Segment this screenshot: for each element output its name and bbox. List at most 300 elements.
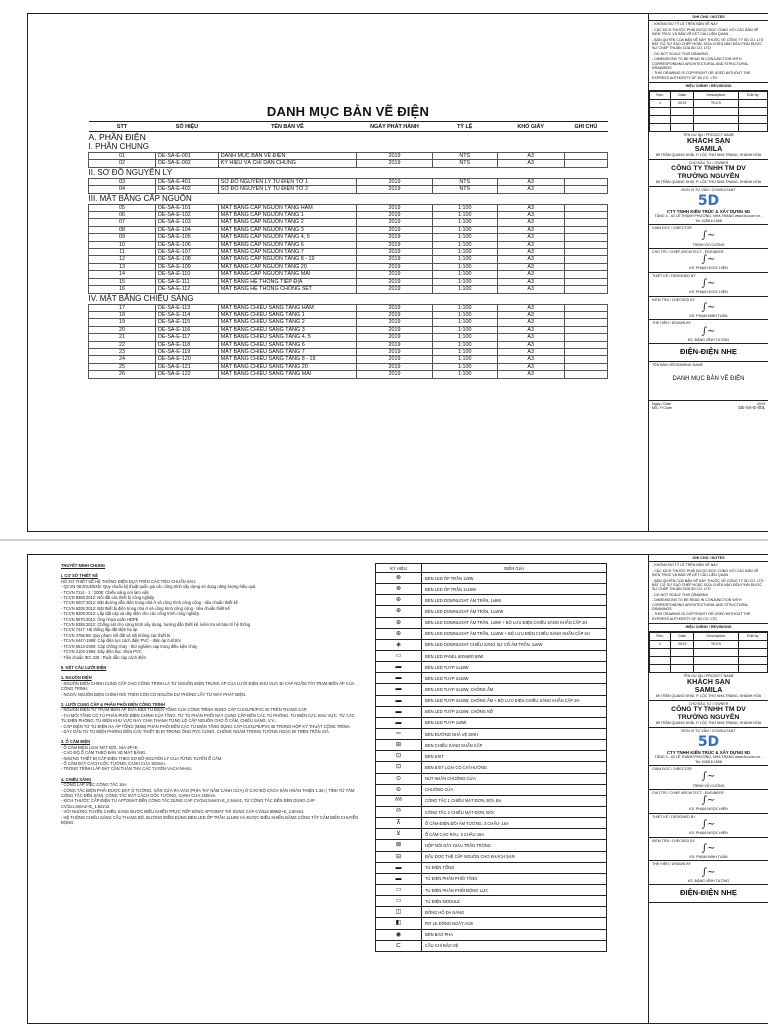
revision-cell: TKCS <box>694 99 738 107</box>
list-cell: DE-SA-E-105 <box>156 234 219 241</box>
symbol-row <box>376 662 607 673</box>
revisions-table <box>649 91 768 132</box>
designer-label: THIẾT KẾ / DESIGNED BY <box>652 814 696 819</box>
revision-cell <box>650 656 671 664</box>
spec-line: - TCVN 9070:2012: Ống nhựa xoắn HDPE <box>61 616 139 622</box>
symbol-row <box>376 884 607 895</box>
list-cell: DE-SA-E-116 <box>156 326 219 333</box>
symbol-description: ĐÈN CHIẾU SÁNG KHẨN CẤP <box>422 740 607 751</box>
module-panel-icon: ▭ <box>395 898 402 905</box>
list-cell: A3 <box>497 341 564 348</box>
revisions-table-wrap <box>649 91 768 132</box>
symbol-legend-table <box>375 563 607 952</box>
revision-cell <box>671 107 694 115</box>
project-name: KHÁCH SẠN <box>686 677 731 687</box>
panel-light-icon: ▭ <box>395 653 402 660</box>
list-row <box>89 319 608 326</box>
list-cell: 13 <box>89 263 156 270</box>
symbol-cell <box>376 940 422 951</box>
spec-line: - TCVN 9385:2012: Chống sét cho công trình xây dựng, hướng dẫn thiết kế, kiểm tra và bảo trì hệ thống <box>61 622 251 628</box>
revision-cell <box>738 656 767 664</box>
list-cell: DE-SA-E-121 <box>156 363 219 370</box>
symbol-description: ĐÈN LED TUÝP 1x18W <box>422 662 607 673</box>
note-line: - BẢN QUYỀN CỦA BẢN VẼ NÀY THUỘC VỀ CÔNG TY 5D CO. LTD BẤT CỨ SỰ SAO CHÉP HOẶC SỬA CHỮA NÀO ĐỀU PHẢI ĐƯỢC SỰ CHẤP THUẬN CỦA 5D CO. LTD <box>652 37 764 51</box>
symbol-row <box>376 918 607 929</box>
symbol-cell <box>376 662 422 673</box>
symbol-cell <box>376 762 422 773</box>
title-block-cell <box>649 766 768 790</box>
list-cell: A3 <box>497 326 564 333</box>
list-col-header: STT <box>89 122 156 132</box>
list-cell: DE-SA-E-118 <box>156 341 219 348</box>
list-cell: MẶT BẰNG CHIẾU SÁNG TẦNG 3 <box>218 326 356 333</box>
symbol-cell <box>376 573 422 584</box>
list-cell: 1:100 <box>432 204 497 211</box>
tube-light-icon: ▬ <box>395 675 402 682</box>
acb-relay-icon: ◧ <box>395 920 402 927</box>
list-cell <box>564 204 607 211</box>
list-cell: DE-SA-E-107 <box>156 249 219 256</box>
spec-heading: 2. LƯỚI CUNG CẤP & PHÂN PHỐI ĐIỆN CÔNG TRÌNH <box>61 701 165 707</box>
list-row <box>89 356 608 363</box>
revision-cell <box>738 107 767 115</box>
symbol-cell <box>376 751 422 762</box>
owner-name: TRƯỜNG NGUYÊN <box>677 713 740 721</box>
revision-col-header: Rev. <box>650 632 671 640</box>
list-cell: 08 <box>89 226 156 233</box>
phase-lamp-icon: ◉ <box>395 931 402 938</box>
revision-col-header: Date <box>671 91 694 99</box>
list-cell: MẶT BẰNG CHIẾU SÁNG TẦNG 2 <box>218 319 356 326</box>
list-cell: 24 <box>89 356 156 363</box>
list-cell: A3 <box>497 153 564 160</box>
symbol-cell <box>376 639 422 650</box>
revisions-table-wrap <box>649 632 768 673</box>
checker-name: KS. PHẠM MINH TUẤN <box>689 313 728 318</box>
list-row <box>89 226 608 233</box>
list-row <box>89 341 608 348</box>
list-cell: MẶT BẰNG CẤP NGUỒN TẦNG 2 <box>218 219 356 226</box>
spec-line: - TCVN 4756:89: Quy phạm nối đất và nối không các thiết bị <box>61 632 171 638</box>
list-row <box>89 212 608 219</box>
list-cell: 2019 <box>357 263 433 270</box>
consultant-name: CTY TNHH KIẾN TRÚC & XÂY DỰNG 5D <box>666 208 751 214</box>
title-block-cell <box>649 249 768 273</box>
revision-cell <box>671 648 694 656</box>
symbol-row <box>376 639 607 650</box>
list-cell: A3 <box>497 304 564 311</box>
tube-light-icon: ▬ <box>395 708 402 715</box>
spec-line: - CÔNG TẮC ĐIỆN PHẢI ĐƯỢC ĐẶT Ở TƯỜNG, GẦN CỬA RA VÀO (PHÍA TAY NẮM CÁNH CỬA) Ở CAO ĐỘ CÁCH SÀN HOÀN THIỆN 1.3m ( TÍNH TỪ TÂM CÔNG TẮC ĐẾN SÀN). CÔNG TẮC ĐẶT CÁCH GỐC TƯỜNG, CẠNH CỬA 150mm. <box>61 787 355 799</box>
list-row <box>89 219 608 226</box>
symbol-description: Ổ CẮM ĐIỆN ĐÔI ÂM TƯỜNG, 3 CHẤU- 16A <box>422 818 607 829</box>
drawing-list-title: DANH MỤC BẢN VẼ ĐIỆN <box>266 104 430 119</box>
list-cell: 2019 <box>357 226 433 233</box>
list-cell: 2019 <box>357 341 433 348</box>
symbol-cell <box>376 717 422 728</box>
list-cell: A3 <box>497 241 564 248</box>
drawn-label: THỂ HIỆN / DRAWN BY <box>652 321 692 326</box>
symbol-cell <box>376 728 422 739</box>
note-line: - DIMENSIONS TO BE READ IN CONJUNCTION WITH CORRESPONDING ARCHITECTURAL AND STRUCTURAL DRAWINGS <box>652 598 749 612</box>
symbol-row <box>376 773 607 784</box>
list-col-header: GHI CHÚ <box>564 122 607 132</box>
title-block-cell <box>649 790 768 814</box>
revision-cell: 1 <box>650 99 671 107</box>
symbol-row <box>376 907 607 918</box>
list-col-header: TÊN BẢN VẼ <box>218 122 356 132</box>
designer-label: THIẾT KẾ / DESIGNED BY <box>652 273 696 278</box>
revision-col-header: Date <box>671 632 694 640</box>
spec-line: - Ổ CẮM ĐẶT CÁCH CỐC TƯỜNG, CẠNH CỬA 150mm. <box>61 761 166 766</box>
general-specification <box>61 563 361 825</box>
symbol-description: ĐỒNG HỒ ĐA NĂNG <box>422 907 607 918</box>
list-cell: 19 <box>89 319 156 326</box>
list-cell: MẶT BẰNG CẤP NGUỒN TẦNG 4, 5 <box>218 234 356 241</box>
list-cell: MẶT BẰNG HỆ THỐNG TIẾP ĐỊA <box>218 278 356 285</box>
symbol-row <box>376 695 607 706</box>
designer-signature-icon: ∫∼ <box>701 277 716 289</box>
list-cell <box>564 304 607 311</box>
drawing-sheet-2 <box>0 541 768 1024</box>
revision-cell <box>694 664 738 672</box>
consultant-name: CTY TNHH KIẾN TRÚC & XÂY DỰNG 5D <box>666 749 751 755</box>
spec-line: - TCVN 7447: Hệ thống lắp đặt điện hạ áp <box>61 627 138 633</box>
list-cell <box>564 256 607 263</box>
symbol-row <box>376 684 607 695</box>
chief-signature-icon: ∫∼ <box>701 254 716 266</box>
list-row <box>89 234 608 241</box>
list-cell <box>564 153 607 160</box>
project-name: SAMILA <box>694 144 723 154</box>
symbol-cell <box>376 606 422 617</box>
title-block-cell <box>649 362 768 401</box>
list-cell: 21 <box>89 334 156 341</box>
list-cell <box>564 334 607 341</box>
symbol-cell <box>376 673 422 684</box>
fuse-icon: ⊏ <box>395 942 402 949</box>
list-cell: A3 <box>497 219 564 226</box>
list-cell: A3 <box>497 204 564 211</box>
list-cell <box>564 263 607 270</box>
director-signature-icon: ∫∼ <box>701 230 716 242</box>
list-cell: DE-SA-E-112 <box>156 286 219 293</box>
symbol-cell <box>376 884 422 895</box>
list-cell: DE-SA-E-122 <box>156 371 219 378</box>
list-cell: MẶT BẰNG CHIẾU SÁNG TẦNG 8 - 19 <box>218 356 356 363</box>
symbol-description: CÔNG TẮC 1 CHIỀU MẶT ĐƠN, ĐÔI, BA <box>422 795 607 806</box>
list-cell: 04 <box>89 186 156 193</box>
symbol-col-header: KÝ HIỆU <box>376 564 422 573</box>
list-cell: DE-SA-E-402 <box>156 186 219 193</box>
list-cell: DE-SA-E-113 <box>156 304 219 311</box>
list-cell: 25 <box>89 363 156 370</box>
designer-signature-icon: ∫∼ <box>701 818 716 830</box>
date-value: 2019 <box>757 402 765 406</box>
symbol-row <box>376 584 607 595</box>
list-row <box>89 348 608 355</box>
revision-cell <box>738 99 767 107</box>
list-cell <box>564 219 607 226</box>
list-cell: DE-SA-E-104 <box>156 226 219 233</box>
title-block-cell <box>649 838 768 862</box>
list-cell: 09 <box>89 234 156 241</box>
consultant-label: ĐƠN VỊ TƯ VẤN / CONSULTANT <box>681 728 736 733</box>
owner-name: CÔNG TY TNHH TM DV <box>671 705 746 713</box>
list-cell: 2019 <box>357 241 433 248</box>
list-row <box>89 311 608 318</box>
symbol-description: ĐÈN EXIT LOẠI CÓ CHỈ HƯỚNG <box>422 762 607 773</box>
spec-line: - TCVN 6613-2000: Cáp chống cháy - thử nghiệm cáp trong điều kiện cháy <box>61 643 198 649</box>
chief-signature-icon: ∫∼ <box>701 795 716 807</box>
list-cell: DE-SA-E-001 <box>156 153 219 160</box>
list-row <box>89 326 608 333</box>
list-cell <box>564 341 607 348</box>
title-block-cell <box>649 187 768 226</box>
list-cell: KÝ HIỆU VÀ CHỈ DẪN CHUNG <box>218 160 356 167</box>
list-col-header: TỶ LỆ <box>432 122 497 132</box>
date-label: Ngày / Date <box>652 402 671 406</box>
symbol-description: ĐÈN LED DOWNLIGHT ÂM TRẦN, 1x18W <box>422 606 607 617</box>
list-cell: 1:100 <box>432 334 497 341</box>
list-cell: 2019 <box>357 363 433 370</box>
list-cell: A3 <box>497 371 564 378</box>
revision-cell <box>694 123 738 131</box>
director-name: TRỊNH VŨ CƯỜNG <box>692 783 725 788</box>
symbol-cell <box>376 695 422 706</box>
list-cell: 03 <box>89 178 156 185</box>
list-section-title: IV. MẶT BẰNG CHIẾU SÁNG <box>88 293 194 303</box>
revision-cell <box>694 656 738 664</box>
spec-line: - TẠI MỖI TẦNG CÓ TỦ PHÂN PHỐI ĐIỆN CHÍNH CỦA TẦNG, TỪ TỦ PHÂN PHỐI NÀY CUNG CẤP ĐẾN CÁC TỦ PHÒNG, TỦ ĐIỆN CÁC KHU VỰC. TỪ CÁC TỦ ĐIỆN PHÒNG, TỦ ĐIỆN KHU VỰC NÀY CHIA THÀNH TỪNG LỘ CẤP NGUỒN CHO Ổ CẮM, CHIẾU SÁNG, V.V... <box>61 712 355 724</box>
list-row <box>89 178 608 185</box>
list-cell: DE-SA-E-103 <box>156 219 219 226</box>
note-line: - KHÔNG ĐO TỶ LỆ TRÊN BẢN VẼ NÀY <box>652 22 718 27</box>
list-cell <box>564 234 607 241</box>
double-socket-icon: ⊼ <box>396 820 401 827</box>
revision-row-empty <box>650 123 768 131</box>
symbol-cell <box>376 918 422 929</box>
symbol-description: TỦ ĐIỆN PHÂN PHỐI TẦNG <box>422 873 607 884</box>
list-cell: 1:100 <box>432 226 497 233</box>
list-row <box>89 249 608 256</box>
list-cell: DANH MỤC BẢN VẼ ĐIỆN <box>218 153 356 160</box>
title-block-cell <box>649 297 768 321</box>
revision-cell <box>694 648 738 656</box>
list-cell <box>564 160 607 167</box>
ceiling-light-icon: ⊗ <box>395 575 402 582</box>
revision-cell <box>650 664 671 672</box>
spec-line: HỒ SƠ THIẾT KẾ HỆ THỐNG ĐIỆN DỰA TRÊN CÁC TIÊU CHUẨN SAU: <box>61 578 197 584</box>
project-address: 89 TRẦN QUANG KHẢI, P. LỘC THỌ NHA TRANG, KHÁNH HÒA <box>655 694 762 699</box>
symbol-description: ĐÈN EXIT <box>422 751 607 762</box>
spec-line: - NGUỒN ĐIỆN TỪ TRẠM BIẾN ÁP ĐƯA ĐẾN TỦ ĐIỆN TỔNG CỦA CÔNG TRÌNH DÙNG CÁP CU/XLPE/PVC ĐI TRÊN THANG CÁP. <box>61 707 308 713</box>
list-cell: 2019 <box>357 371 433 378</box>
list-cell: 2019 <box>357 160 433 167</box>
list-cell: 1:100 <box>432 219 497 226</box>
list-cell: A3 <box>497 286 564 293</box>
symbol-row <box>376 673 607 684</box>
list-section-title: I. PHẦN CHUNG <box>88 142 149 151</box>
list-cell: 20 <box>89 326 156 333</box>
drawn-signature-icon: ∫∼ <box>701 866 716 878</box>
note-line: - DIMENSIONS TO BE READ IN CONJUNCTION WITH CORRESPONDING ARCHITECTURAL AND STRUCTURAL DRAWINGS <box>652 57 749 71</box>
revision-col-header: Description <box>694 91 738 99</box>
list-cell: A3 <box>497 334 564 341</box>
distribution-panel-icon: ▬ <box>395 875 402 882</box>
symbol-description: CHUÔNG CỬA <box>422 784 607 795</box>
emergency-light-icon: ⊞ <box>395 742 402 749</box>
list-cell <box>564 311 607 318</box>
symbol-cell <box>376 595 422 606</box>
spec-line: - Ổ CẮM ĐIỆN LOẠI MẶT ĐÔI, 16A-2P+E. <box>61 744 139 750</box>
list-cell: 18 <box>89 311 156 318</box>
symbol-cell <box>376 740 422 751</box>
junction-box-icon: ⊠ <box>395 842 402 849</box>
list-row <box>89 160 608 167</box>
list-cell <box>564 371 607 378</box>
consultant-address: TẦNG 4 - 02 LÊ THÀNH PHƯƠNG, NHA TRANG www.5d.com.vn - Tel: 0258.6.1558 <box>654 214 763 223</box>
symbol-description: Ổ CẮM CẠO RÂU, 3 CHẤU-16A <box>422 829 607 840</box>
list-cell: A3 <box>497 160 564 167</box>
list-cell: 15 <box>89 278 156 285</box>
symbol-cell <box>376 829 422 840</box>
list-cell: SƠ ĐỒ NGUYÊN LÝ TỦ ĐIỆN TỜ 1 <box>218 178 356 185</box>
drawn-label: THỂ HIỆN / DRAWN BY <box>652 862 692 867</box>
chief-label: CHỦ TRÌ / CHIEF ARCHITECT - ENGINEER <box>652 249 724 254</box>
revisions-header: HIỆU CHỈNH / REVISIONS <box>685 84 732 89</box>
list-col-header: NGÀY PHÁT HÀNH <box>357 122 433 132</box>
emergency-downlight-icon: ⊕ <box>395 630 402 637</box>
symbol-description: ĐÈN LED DOWNLIGHT ÂM TRẦN, 1x18W + BỘ LƯU ĐIỆN CHIẾU SÁNG KHẨN CẤP 2H <box>422 628 607 639</box>
list-cell: 2019 <box>357 286 433 293</box>
symbol-description: CÔNG TẮC 2 CHIỀU MẶT ĐƠN, ĐÔI <box>422 806 607 817</box>
symbol-row <box>376 784 607 795</box>
consultant-logo-mark: 5D <box>697 192 720 209</box>
list-cell: 23 <box>89 348 156 355</box>
list-section-row <box>89 293 608 304</box>
revision-cell: 2019 <box>671 99 694 107</box>
spec-heading: 1. NGUỒN ĐIỆN <box>61 675 92 681</box>
spec-line: - DÂY DẪN TỪ TỦ ĐIỆN PHÒNG ĐẾN CÁC THIẾT BỊ ĐI TRONG ỐNG PVC CỨNG, CHỐNG NGÀM TRONG TƯỜNG HOẶC ĐI TRÊN TRẦN GIẢ. <box>61 728 330 734</box>
list-cell: 26 <box>89 371 156 378</box>
title-block-cell <box>649 344 768 361</box>
list-row <box>89 334 608 341</box>
title-block-cell <box>649 673 768 701</box>
checker-signature-icon: ∫∼ <box>701 301 716 313</box>
list-row <box>89 256 608 263</box>
revision-cell <box>738 664 767 672</box>
list-cell: A3 <box>497 263 564 270</box>
tube-light-icon: ▬ <box>395 719 402 726</box>
list-cell: DE-SA-E-106 <box>156 241 219 248</box>
list-cell: 14 <box>89 271 156 278</box>
tube-light-icon: ▬ <box>395 686 402 693</box>
symbol-row <box>376 795 607 806</box>
director-label: GIÁM ĐỐC / DIRECTOR <box>652 767 692 772</box>
tube-light-icon: ▬ <box>395 697 402 704</box>
symbol-row <box>376 706 607 717</box>
revision-col-header: Edit by <box>738 632 767 640</box>
symbol-cell <box>376 873 422 884</box>
discipline-title: ĐIỆN-ĐIỆN NHẸ <box>680 347 737 357</box>
owner-address: 89 TRẦN QUANG KHẢI, P. LỘC THỌ NHA TRANG, KHÁNH HÒA <box>655 721 762 726</box>
list-cell: MẶT BẰNG CHIẾU SÁNG TẦNG HẦM <box>218 304 356 311</box>
note-line: - THIS DRAWING IS COPYRIGHT OR USED WITHOUT THE EXPRESS AUTHORITY OF 5D CO. LTD <box>652 612 751 621</box>
spec-line: - CÁP ĐIỆN TỪ TỦ ĐIỆN HẠ ÁP TỔNG (MSB) PHÂN PHỐI ĐẾN CÁC TỦ ĐIỆN TẦNG DÙNG CÁP CU/XLPE/PVC ĐI TRONG HỘP KỸ THUẬT CÔNG TRÌNH. <box>61 723 351 729</box>
cable-end-icon: ⊟ <box>395 853 402 860</box>
list-cell: DE-SA-E-102 <box>156 212 219 219</box>
exit-direction-icon: ⊡ <box>395 764 402 771</box>
consultant-logo-mark: 5D <box>697 733 720 750</box>
list-cell: A3 <box>497 311 564 318</box>
chief-label: CHỦ TRÌ / CHIEF ARCHITECT - ENGINEER <box>652 790 724 795</box>
list-row <box>89 153 608 160</box>
list-cell: 1:100 <box>432 256 497 263</box>
two-way-switch-icon: ᵟᵟ <box>396 809 401 816</box>
symbol-row <box>376 650 607 661</box>
revision-cell <box>738 648 767 656</box>
list-cell: 1:100 <box>432 319 497 326</box>
downlight-icon: ⊕ <box>395 597 402 604</box>
spec-heading: I. CƠ SỞ THIẾT KẾ <box>61 573 99 579</box>
title-block-cell <box>649 861 768 885</box>
consultant-logo <box>652 733 765 751</box>
owner-address: 89 TRẦN QUANG KHẢI, P. LỘC THỌ NHA TRANG, KHÁNH HÒA <box>655 180 762 185</box>
list-row <box>89 363 608 370</box>
symbol-row <box>376 762 607 773</box>
doorbell-button-icon: ⊙ <box>395 775 402 782</box>
notes-header: GHI CHÚ / NOTES <box>692 15 725 19</box>
code-row <box>652 406 765 410</box>
list-cell: MẶT BẰNG CHIẾU SÁNG TẦNG 4, 5 <box>218 334 356 341</box>
list-row <box>89 371 608 378</box>
list-cell: DE-SA-E-101 <box>156 204 219 211</box>
spec-line: - CÔNG LẮP VIỆC CÔNG TẮC 16A. <box>61 782 128 788</box>
list-cell: A3 <box>497 212 564 219</box>
drawing-code: DE-SA-E-001 <box>738 405 765 411</box>
symbol-row <box>376 717 607 728</box>
note-line: - THIS DRAWING IS COPYRIGHT OR USED WITHOUT THE EXPRESS AUTHORITY OF 5D CO. LTD <box>652 71 751 80</box>
list-cell: A3 <box>497 356 564 363</box>
revision-cell: 2019 <box>671 640 694 648</box>
title-block-cell <box>649 273 768 297</box>
revision-cell <box>671 115 694 123</box>
title-block-cell <box>649 814 768 838</box>
list-cell: 01 <box>89 153 156 160</box>
symbol-cell <box>376 684 422 695</box>
drawing-list-table <box>88 121 608 379</box>
list-cell: 2019 <box>357 204 433 211</box>
revision-col-header: Edit by <box>738 91 767 99</box>
list-cell: 12 <box>89 256 156 263</box>
list-cell: 1:100 <box>432 241 497 248</box>
spec-line: - VỚI NHỮNG TUYẾN CHIẾU SÁNG ĐƯỢC ĐIỀU KHIỂN TRỰC TIẾP BẰNG APTOMAT THÌ DÙNG CÁP CV/2x2.5MM2+E_2.5mm2. <box>61 809 305 815</box>
list-row <box>89 263 608 270</box>
symbol-description: ĐÈN LED TUÝP 2x18W, CHỐNG ẨM <box>422 684 607 695</box>
revision-cell <box>738 115 767 123</box>
title-block <box>648 14 768 531</box>
list-section-row <box>89 193 608 204</box>
list-cell: MẶT BẰNG CẤP NGUỒN TẦNG HẦM <box>218 204 356 211</box>
list-cell: DE-SA-E-002 <box>156 160 219 167</box>
revision-cell <box>650 107 671 115</box>
title-block-cell <box>649 160 768 187</box>
multimeter-icon: ◫ <box>395 909 402 916</box>
symbol-description: ĐÈN LED TUÝP 2x18W, CHỐNG NỔ <box>422 706 607 717</box>
drawn-name: KS. ĐẶNG VĨNH TƯỜNG <box>687 878 730 883</box>
symbol-cell <box>376 706 422 717</box>
